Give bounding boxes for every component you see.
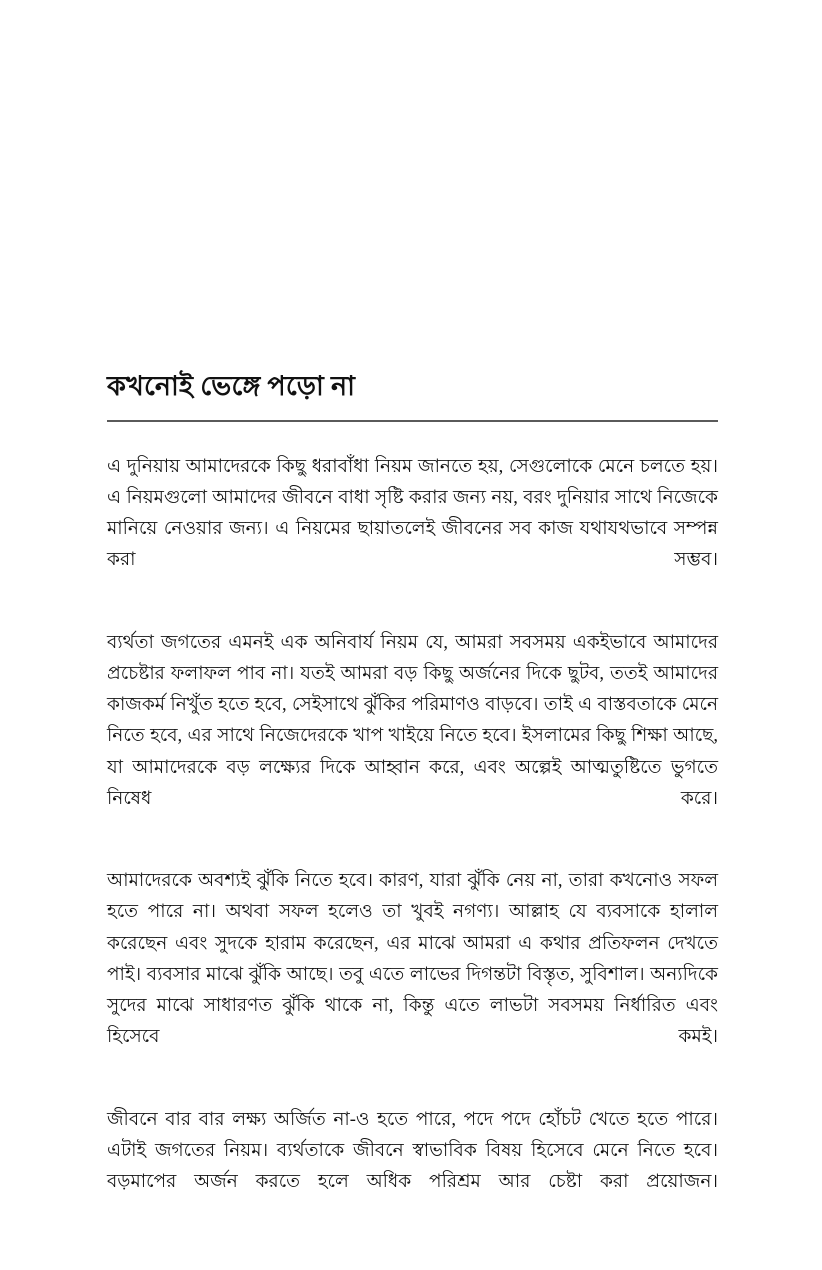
chapter-content [107,370,718,1229]
paragraph-1: এ দুনিয়ায় আমাদেরকে কিছু ধরাবাঁধা নিয়ম জানতে হয়, সেগুলোকে মেনে চলতে হয়। এ নিয়মগুলো আমাদের জীবনে বাধা সৃষ্টি করার জন্য নয়, বরং দুনিয়ার সাথে নিজেকে মানিয়ে নেওয়ার জন্য। এ নিয়মের ছায়াতলেই জীবনের সব কাজ যথাযথভাবে সম্পন্ন করা সম্ভব। [107,456,718,571]
title-divider [107,420,718,422]
paragraph-3: আমাদেরকে অবশ্যই ঝুঁকি নিতে হবে। কারণ, যারা ঝুঁকি নেয় না, তারা কখনোও সফল হতে পারে না। অথবা সফল হলেও তা খুবই নগণ্য। আল্লাহ যে ব্যবসাকে হালাল করেছেন এবং সুদকে হারাম করেছেন, এর মাঝে আমরা এ কথার প্রতিফলন দেখতে পাই। ব্যবসার মাঝে ঝুঁকি আছে। তবু এতে লাভের দিগন্তটা বিস্তৃত, সুবিশাল। অন্যদিকে সুদের মাঝে সাধারণত ঝুঁকি থাকে না, কিন্তু এতে লাভটা সবসময় নির্ধারিত এবং হিসেবে কমই। [107,871,718,1048]
paragraph-4: জীবনে বার বার লক্ষ্য অর্জিত না-ও হতে পারে, পদে পদে হোঁচট খেতে হতে পারে। এটাই জগতের নিয়ম। ব্যর্থতাকে জীবনে স্বাভাবিক বিষয় হিসেবে মেনে নিতে হবে। বড়মাপের অর্জন করতে হলে অধিক পরিশ্রম আর চেষ্টা করা প্রয়োজন। [107,1109,718,1193]
paragraph-2: ব্যর্থতা জগতের এমনই এক অনিবার্য নিয়ম যে, আমরা সবসময় একইভাবে আমাদের প্রচেষ্টার ফলাফল পাব না। যতই আমরা বড় কিছু অর্জনের দিকে ছুটব, ততই আমাদের কাজকর্ম নিখুঁত হতে হবে, সেইসাথে ঝুঁকির পরিমাণও বাড়বে। তাই এ বাস্তবতাকে মেনে নিতে হবে, এর সাথে নিজেদেরকে খাপ খাইয়ে নিতে হবে। ইসলামের কিছু শিক্ষা আছে, যা আমাদেরকে বড় লক্ষ্যের দিকে আহ্বান করে, এবং অল্পেই আত্মতুষ্টিতে ভুগতে নিষেধ করে। [107,632,718,809]
page-title: কখনোই ভেঙ্গে পড়ো না [107,371,356,401]
body-text [107,452,718,1230]
